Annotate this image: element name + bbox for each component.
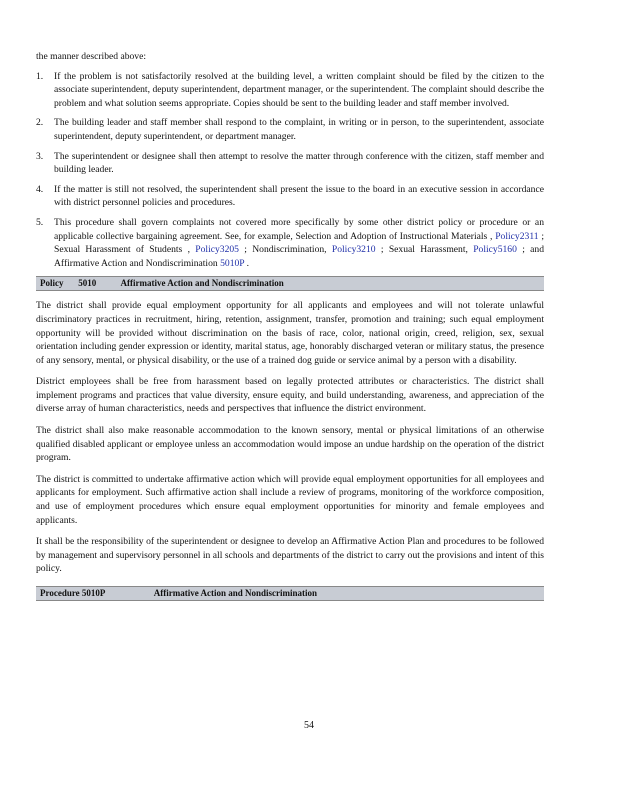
list-text: This procedure shall govern complaints not covered more specifically by some other district policy or procedure or an applicable collective bargaining agreement. See, for example, Selection and Adoption of Instructional Materials , xyxy=(54,216,544,242)
policy-paragraph: The district is committed to undertake affirmative action which will provide equal employment opportunities for all employees and applicants for employment. Such affirmative action shall include a review of programs, monitoring of the workforce composition, and use of employment procedures which ensure equal employment opportunities for minority and female employees and applicants. xyxy=(36,473,544,526)
list-number: 1. xyxy=(36,70,44,82)
list-text: If the matter is still not resolved, the superintendent shall present the issue to the board in an executive session in accordance with district personnel policies and procedures. xyxy=(54,183,544,209)
policy-title: Affirmative Action and Nondiscrimination xyxy=(120,278,284,289)
list-number: 2. xyxy=(36,117,44,129)
policy-label: Policy xyxy=(40,278,64,289)
list-text: ; Sexual Harassment, xyxy=(375,244,474,256)
policy-paragraph: The district shall provide equal employment opportunity for all applicants and employees and will not tolerate unlawful discriminatory practices in recruitment, hiring, retention, assignment, transfer, promotion and training; such equal employment opportunity will be provided without discrimination on the basis of race, color, national origin, creed, religion, sex, sexual orientation including gender expression or identity, marital status, age, honorably discharged veteran or military status, the presence of any sensory, mental, or physical disability, or the use of a trained dog guide or service animal by a person with a disability. xyxy=(36,300,544,366)
list-item xyxy=(36,116,544,143)
procedure-title: Affirmative Action and Nondiscrimination xyxy=(153,588,318,598)
policy-3205-link[interactable]: Policy3205 xyxy=(195,244,239,256)
policy-5160-link[interactable]: Policy5160 xyxy=(473,244,517,256)
policy-paragraph: District employees shall be free from harassment based on legally protected attributes or characteristics. The district shall implement programs and practices that value diversity, ensure equity, and build understanding, awareness, and appreciation of the diverse array of human characteristics, needs and perspectives that influence the district environment. xyxy=(36,376,544,415)
intro-text: the manner described above: xyxy=(36,51,147,62)
list-text: . xyxy=(244,257,250,269)
complaint-procedure-list xyxy=(36,70,544,271)
policy-number: 5010 xyxy=(78,278,97,289)
policy-3210-link[interactable]: Policy3210 xyxy=(331,244,376,256)
list-item xyxy=(36,70,544,111)
list-item xyxy=(36,216,544,270)
list-text: If the problem is not satisfactorily resolved at the building level, a written complaint should be filed by the citizen to the associate superintendent, deputy superintendent, department manager, or the superintendent. The complaint should describe the problem and what solution seems appropriate. Copies should be sent to the building leader and staff member involved. xyxy=(54,70,544,109)
policy-2311-link[interactable]: Policy2311 xyxy=(495,230,539,242)
list-number: 4. xyxy=(36,183,44,195)
policy-paragraph: The district shall also make reasonable accommodation to the known sensory, mental or physical limitations of an otherwise qualified disabled applicant or employee unless an accommodation would impose an undue hardship on the operation of the district program. xyxy=(36,425,544,464)
list-number: 5. xyxy=(36,216,44,228)
list-item xyxy=(36,150,544,177)
page-number: 54 xyxy=(304,720,314,731)
list-item xyxy=(36,183,544,210)
policy-header-bar xyxy=(36,276,544,291)
procedure-5010p-link[interactable]: 5010P xyxy=(220,257,245,269)
list-text: ; Nondiscrimination, xyxy=(238,244,332,256)
document-page xyxy=(36,50,544,601)
list-text: ; Sexual Harassment of Students , xyxy=(54,230,544,256)
list-text: ; and Affirmative Action and Nondiscrimination xyxy=(54,244,544,269)
procedure-header-bar xyxy=(36,586,544,601)
procedure-code: Procedure 5010P xyxy=(40,588,106,598)
list-text: The building leader and staff member shall respond to the complaint, in writing or in person, to the superintendent, associate superintendent, deputy superintendent, or department manager. xyxy=(54,117,544,142)
list-text: The superintendent or designee shall then attempt to resolve the matter through conference with the citizen, staff member and building leader. xyxy=(54,150,544,176)
policy-paragraph: It shall be the responsibility of the superintendent or designee to develop an Affirmative Action Plan and procedures to be followed by management and supervisory personnel in all schools and departments of the district to carry out the provisions and intent of this policy. xyxy=(36,536,544,575)
list-number: 3. xyxy=(36,150,44,162)
